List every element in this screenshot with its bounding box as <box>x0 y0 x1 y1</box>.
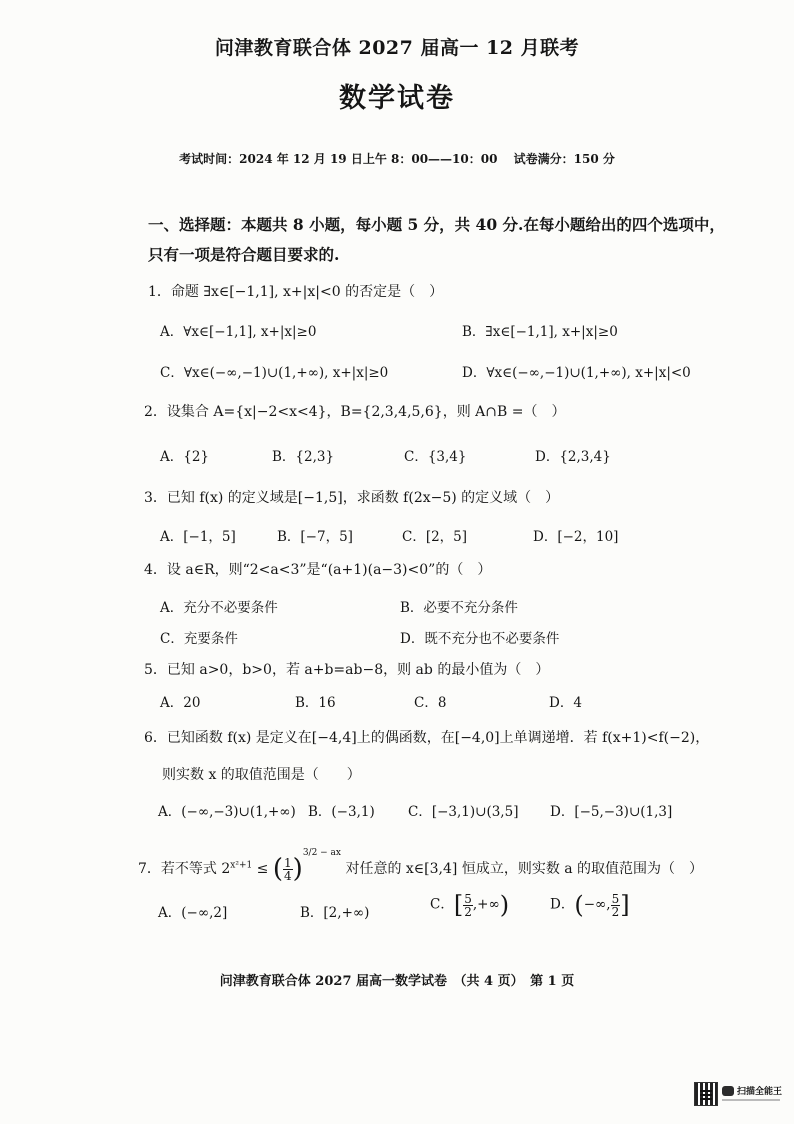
exam-info: 考试时间：2024 年 12 月 19 日上午 8：00——10：00 试卷满分：150 分 <box>179 152 615 166</box>
question-3-option-a: A．[−1，5] <box>160 529 236 545</box>
question-7-stem-pre: 7．若不等式 2 <box>138 861 231 877</box>
watermark-underline <box>722 1099 780 1101</box>
q7-optd-frac: $\frac{5}{2}$ <box>611 891 620 919</box>
question-7-stem-post: 对任意的 x∈[3,4] 恒成立，则实数 a 的取值范围为（ ） <box>341 861 704 877</box>
page-title: 数学试卷 <box>339 83 455 114</box>
question-4-stem: 4．设 a∈R，则“2<a<3”是“(a+1)(a−3)<0”的（ ） <box>144 562 492 578</box>
question-1-option-d: D．∀x∈(−∞,−1)∪(1,+∞), x+|x|<0 <box>462 365 691 381</box>
section-heading-line2: 只有一项是符合题目要求的. <box>148 245 340 264</box>
question-7-option-b: B．[2,+∞) <box>300 905 370 921</box>
question-1-option-c: C．∀x∈(−∞,−1)∪(1,+∞), x+|x|≥0 <box>160 365 389 381</box>
question-1-option-b: B．∃x∈[−1,1], x+|x|≥0 <box>462 324 618 340</box>
question-6-option-b: B．(−3,1) <box>308 804 375 820</box>
school-line: 问津教育联合体 2027 届高一 12 月联考 <box>214 37 580 59</box>
q7-optc-frac: $\frac{5}{2}$ <box>464 891 472 919</box>
question-7-exponent-right: 3/2 − ax <box>302 848 342 858</box>
question-5-option-c: C．8 <box>414 695 447 711</box>
page-footer: 问津教育联合体 2027 届高一数学试卷 （共 4 页） 第 1 页 <box>219 974 575 989</box>
q7-frac-den: 4 <box>284 868 292 883</box>
section-heading-line1: 一、选择题：本题共 8 小题，每小题 5 分，共 40 分.在每小题给出的四个选项中， <box>148 215 725 234</box>
question-3-option-c: C．[2，5] <box>402 529 468 545</box>
question-6-stem-line2: 则实数 x 的取值范围是（ ） <box>162 767 361 783</box>
question-2-option-c: C．{3,4} <box>404 449 467 465</box>
question-2-stem: 2．设集合 A={x|−2<x<4}，B={2,3,4,5,6}，则 A∩B =（ ） <box>144 404 566 420</box>
question-7-fraction <box>283 857 293 882</box>
question-5-option-a: A．20 <box>160 695 201 711</box>
question-7-exponent-left: x²+1 <box>230 860 253 871</box>
question-3-option-b: B．[−7，5] <box>277 529 353 545</box>
question-7-stem <box>138 848 703 884</box>
question-6-option-a: A．(−∞,−3)∪(1,+∞) <box>158 804 296 820</box>
question-4-option-c: C．充要条件 <box>160 631 238 647</box>
question-1-option-a: A．∀x∈[−1,1], x+|x|≥0 <box>160 324 317 340</box>
question-2-option-a: A．{2} <box>160 449 210 465</box>
question-5-stem: 5．已知 a>0，b>0，若 a+b=ab−8，则 ab 的最小值为（ ） <box>144 662 550 678</box>
qr-code-icon <box>694 1082 718 1106</box>
scanner-logo-icon <box>722 1086 734 1096</box>
question-7-option-a: A．(−∞,2] <box>158 905 228 921</box>
question-4-option-a: A．充分不必要条件 <box>160 600 278 616</box>
question-6-stem: 6．已知函数 f(x) 是定义在[−4,4]上的偶函数，在[−4,0]上单调递增．若 f(x+1)<f(−2)， <box>144 730 710 746</box>
question-3-option-d: D．[−2，10] <box>533 529 619 545</box>
question-5-option-b: B．16 <box>295 695 336 711</box>
q7-paren-close: ) <box>292 854 303 884</box>
question-1-stem: 1．命题 ∃x∈[−1,1], x+|x|<0 的否定是（ ） <box>148 284 444 300</box>
question-6-option-c: C．[−3,1)∪(3,5] <box>408 804 519 820</box>
question-7-option-d: D．(−∞, $\frac{5}{2}$ ] <box>550 891 630 919</box>
q7-paren-open: ( <box>272 854 284 884</box>
question-7-option-c: C．[ $\frac{5}{2}$ ,+∞) <box>430 891 510 919</box>
question-3-stem: 3．已知 f(x) 的定义域是[−1,5]，求函数 f(2x−5) 的定义域（ ） <box>144 490 560 506</box>
question-7-le: ≤ <box>252 861 273 877</box>
question-2-option-b: B．{2,3} <box>272 449 335 465</box>
question-4-option-b: B．必要不充分条件 <box>400 600 518 616</box>
q7-frac-num: 1 <box>284 855 292 870</box>
question-5-option-d: D．4 <box>549 695 582 711</box>
scanner-watermark: 扫描全能王 <box>737 1086 783 1096</box>
question-4-option-d: D．既不充分也不必要条件 <box>400 631 560 647</box>
question-2-option-d: D．{2,3,4} <box>535 449 611 465</box>
question-6-option-d: D．[−5,−3)∪(1,3] <box>550 804 673 820</box>
